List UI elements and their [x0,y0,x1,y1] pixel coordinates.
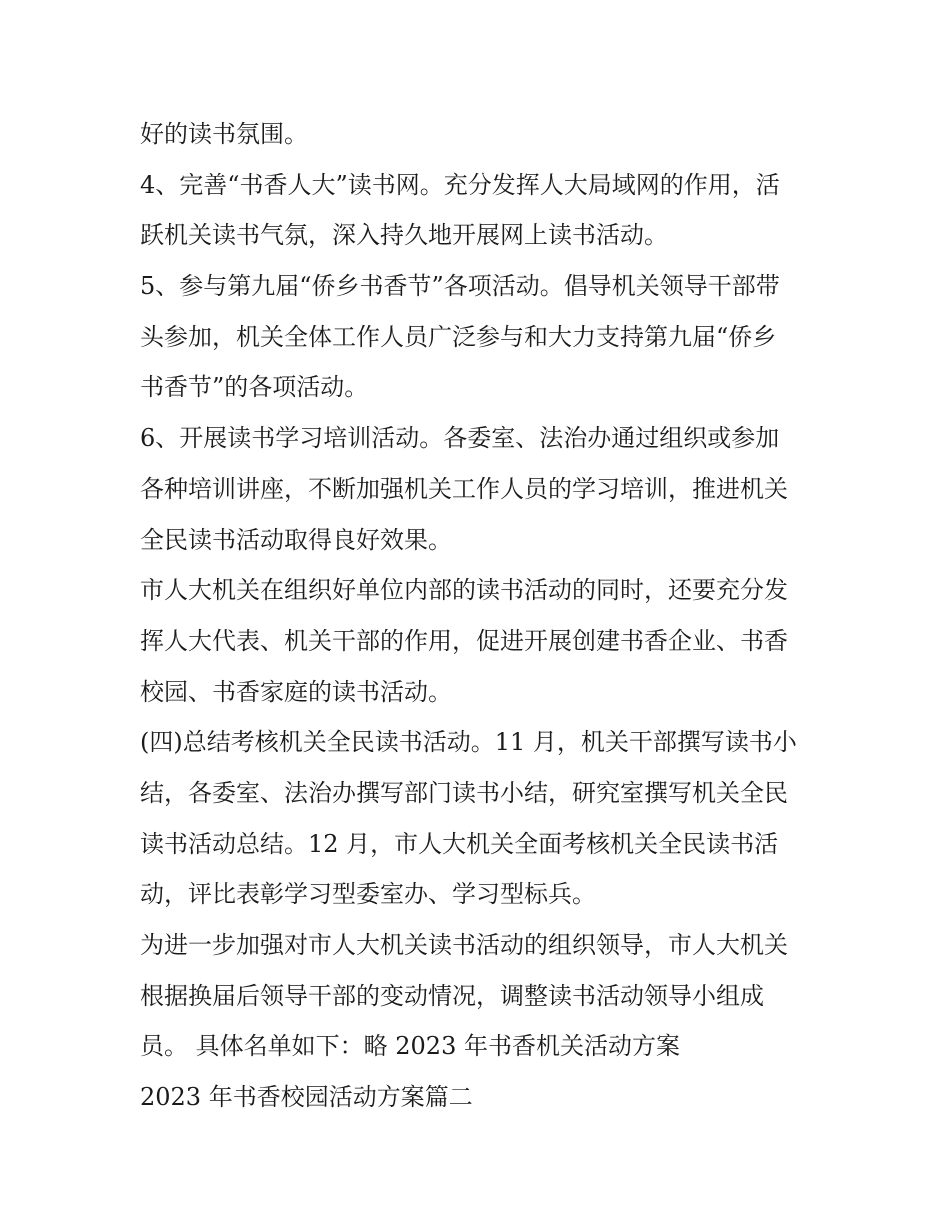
document-body [140,109,820,1123]
text-line: 6、开展读书学习培训活动。各委室、法治办通过组织或参加 [140,424,780,453]
text-line: 读书活动总结。12 月，市人大机关全面考核机关全民读书活 [140,829,779,858]
text-line: 根据换届后领导干部的变动情况，调整读书活动领导小组成 [140,981,764,1010]
text-line: 各种培训讲座，不断加强机关工作人员的学习培训，推进机关 [140,474,788,503]
text-line: 跃机关读书气氛，深入持久地开展网上读书活动。 [140,221,668,250]
text-line: 2023 年书香校园活动方案篇二 [140,1083,473,1112]
text-line: 结，各委室、法治办撰写部门读书小结，研究室撰写机关全民 [140,778,788,807]
text-line: 头参加，机关全体工作人员广泛参与和大力支持第九届“侨乡 [140,322,777,351]
text-line: (四)总结考核机关全民读书活动。11 月，机关干部撰写读书小 [140,728,797,757]
text-line: 为进一步加强对市人大机关读书活动的组织领导，市人大机关 [140,931,788,959]
text-line: 5、参与第九届“侨乡书香节”各项活动。倡导机关领导干部带 [140,272,780,301]
text-line: 校园、书香家庭的读书活动。 [140,677,452,706]
text-line: 全民读书活动取得良好效果。 [140,525,452,554]
text-line: 动，评比表彰学习型委室办、学习型标兵。 [140,880,596,909]
text-line: 4、完善“书香人大”读书网。充分发挥人大局域网的作用，活 [140,170,780,199]
text-line: 书香节”的各项活动。 [140,373,369,402]
text-line: 好的读书氛围。 [140,120,308,148]
text-line: 市人大机关在组织好单位内部的读书活动的同时，还要充分发 [140,576,788,605]
text-line: 员。 具体名单如下：略 2023 年书香机关活动方案 [140,1032,680,1061]
text-line: 挥人大代表、机关干部的作用，促进开展创建书香企业、书香 [140,626,788,655]
